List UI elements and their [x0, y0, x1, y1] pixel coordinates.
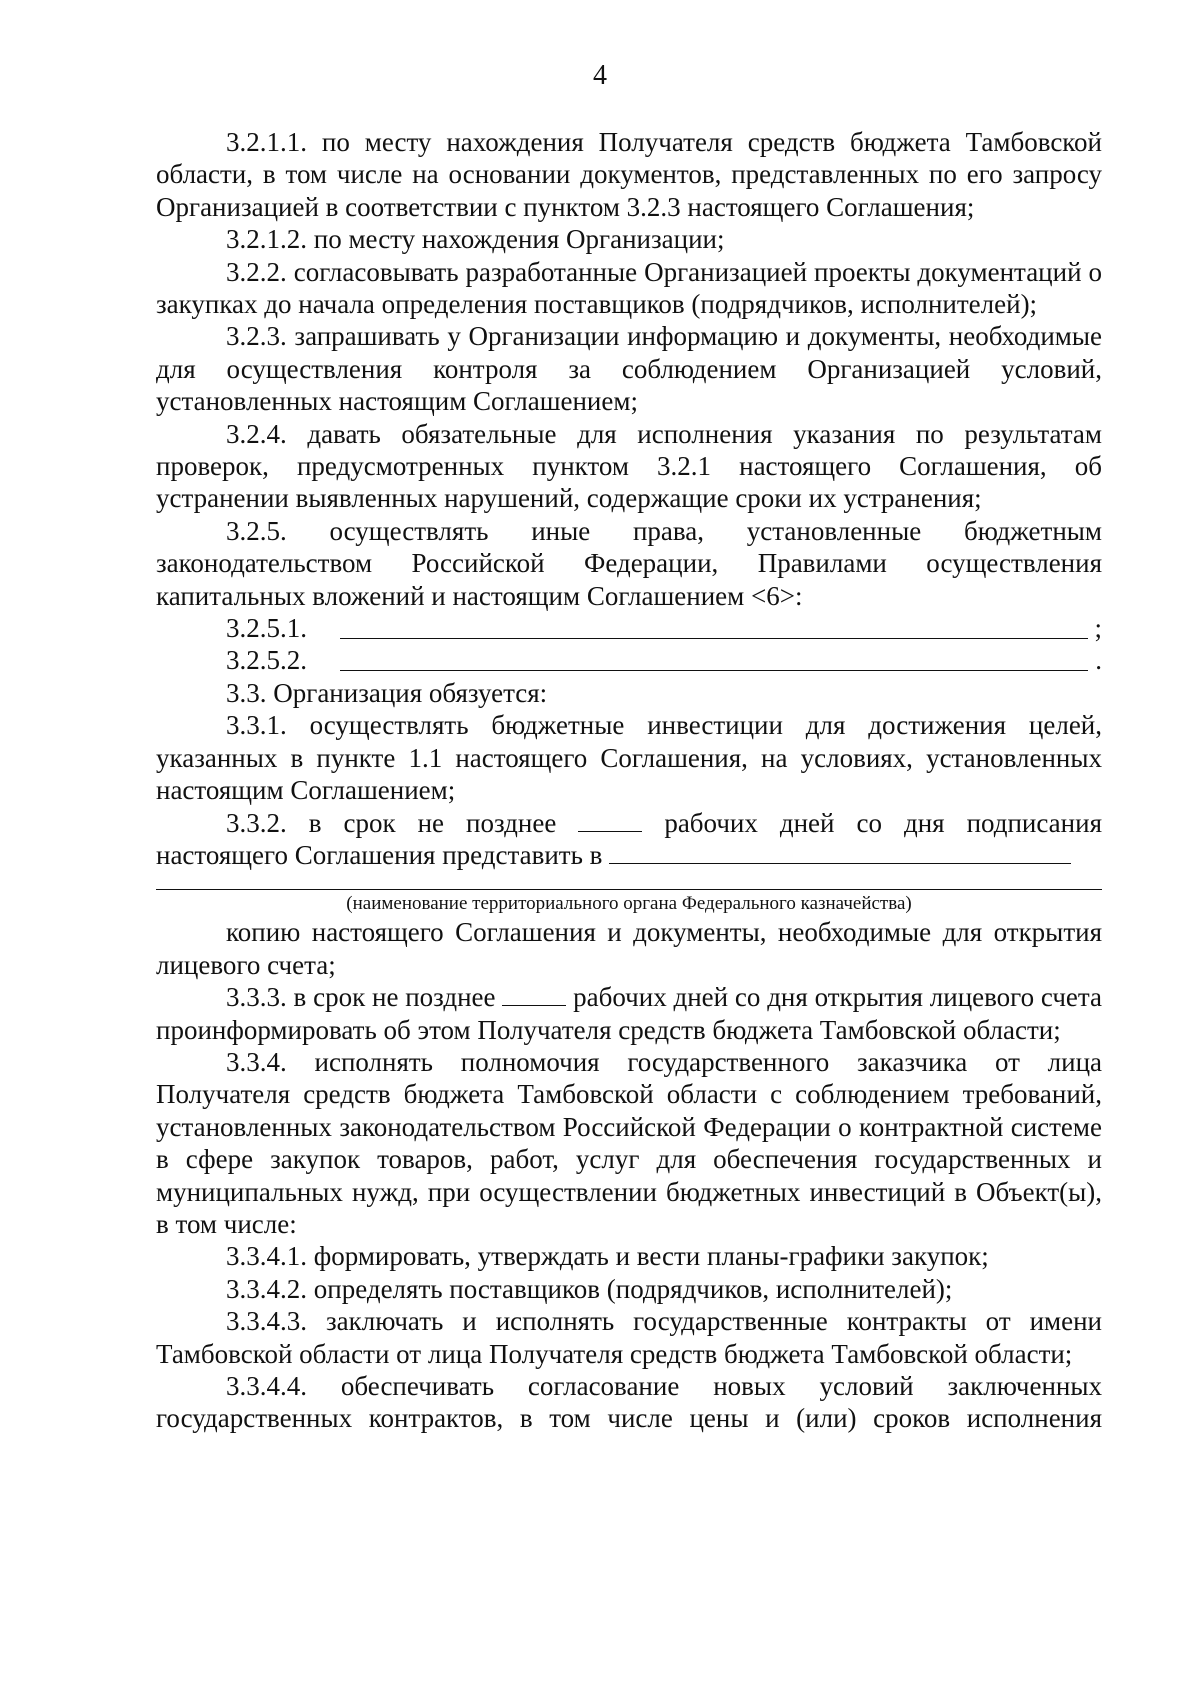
clause-3-3-2-mid: рабочих дней со дня подписания: [664, 807, 1102, 838]
clause-3-2-3: 3.2.3. запрашивать у Организации информацию и документы, необходимые для осуществления контроля за соблюдением Организацией условий, установленных настоящим Соглашением;: [156, 321, 1102, 417]
clause-3-3-4-1: 3.3.4.1. формировать, утверждать и вести планы-графики закупок;: [226, 1241, 989, 1272]
clause-3-2-5-1-label: 3.2.5.1.: [226, 613, 307, 644]
blank-fill-line: [340, 638, 1088, 639]
days-blank: [502, 985, 566, 1006]
clause-3-2-5: 3.2.5. осуществлять иные права, установленные бюджетным законодательством Российской Федерации, Правилами осуществления капитальных вложений и настоящим Соглашением <6>:: [156, 515, 1102, 611]
clause-3-3-4: 3.3.4. исполнять полномочия государственного заказчика от лица Получателя средств бюджета Тамбовской области с соблюдением требований, установленных законодательством Российской Федерации о контрактной системе в сфере закупок товаров, работ, услуг для обеспечения государственных и муниципальных нужд, при осуществлении бюджетных инвестиций в Объект(ы), в том числе:: [156, 1046, 1102, 1239]
clause-3-2-5-2-end: .: [1095, 645, 1102, 676]
clause-3-3-2-cont: копию настоящего Соглашения и документы, необходимые для открытия лицевого счета;: [156, 917, 1102, 980]
page-number: 4: [593, 60, 607, 91]
clause-3-3-4-3: 3.3.4.3. заключать и исполнять государственные контракты от имени Тамбовской области от лица Получателя средств бюджета Тамбовской области;: [156, 1306, 1102, 1369]
clause-3-2-5-1-end: ;: [1094, 613, 1102, 644]
document-body: [156, 126, 1102, 1435]
clause-3-3-2-line2: [156, 839, 1102, 871]
clause-3-3-2-line1: [156, 807, 1102, 839]
clause-3-3-3-rest: рабочих дней со дня открытия лицевого счета проинформировать об этом Получателя средств бюджета Тамбовской области;: [156, 982, 1103, 1045]
clause-3-3-4-2: 3.3.4.2. определять поставщиков (подрядчиков, исполнителей);: [226, 1273, 953, 1304]
clause-3-2-4: 3.2.4. давать обязательные для исполнения указания по результатам проверок, предусмотренных пунктом 3.2.1 настоящего Соглашения, об устранении выявленных нарушений, содержащие сроки их устранения;: [156, 418, 1102, 514]
treasury-name-line: [156, 889, 1102, 890]
clause-3-3-3-start: 3.3.3. в срок не позднее: [226, 982, 496, 1013]
clause-3-3-3: [156, 981, 1102, 1046]
clause-3-3-2-tail: настоящего Соглашения представить в: [156, 839, 603, 870]
clause-3-2-5-2: [156, 644, 1102, 676]
clause-3-2-1-1: 3.2.1.1. по месту нахождения Получателя средств бюджета Тамбовской области, в том числе на основании документов, представленных по его запросу Организацией в соответствии с пунктом 3.2.3 настоящего Соглашения;: [156, 127, 1102, 222]
clause-3-2-5-2-label: 3.2.5.2.: [226, 645, 307, 676]
days-blank: [578, 811, 642, 832]
clause-3-2-5-1: [156, 612, 1102, 644]
clause-3-2-1-2: 3.2.1.2. по месту нахождения Организации;: [226, 224, 725, 255]
treasury-caption: (наименование территориального органа Федерального казначейства): [346, 893, 912, 915]
blank-fill-line: [340, 670, 1088, 671]
clause-3-3: 3.3. Организация обязуется:: [226, 677, 548, 708]
clause-3-2-2: 3.2.2. согласовывать разработанные Организацией проекты документаций о закупках до начала определения поставщиков (подрядчиков, исполнителей);: [156, 256, 1102, 320]
clause-3-3-1: 3.3.1. осуществлять бюджетные инвестиции для достижения целей, указанных в пункте 1.1 настоящего Соглашения, на условиях, установленных настоящим Соглашением;: [156, 710, 1102, 806]
clause-3-3-2-start: 3.3.2. в срок не позднее: [226, 807, 557, 838]
clause-3-3-4-4: 3.3.4.4. обеспечивать согласование новых условий заключенных государственных контрактов, в том числе цены и (или) сроков исполнения: [156, 1371, 1102, 1434]
treasury-blank: [609, 843, 1071, 864]
